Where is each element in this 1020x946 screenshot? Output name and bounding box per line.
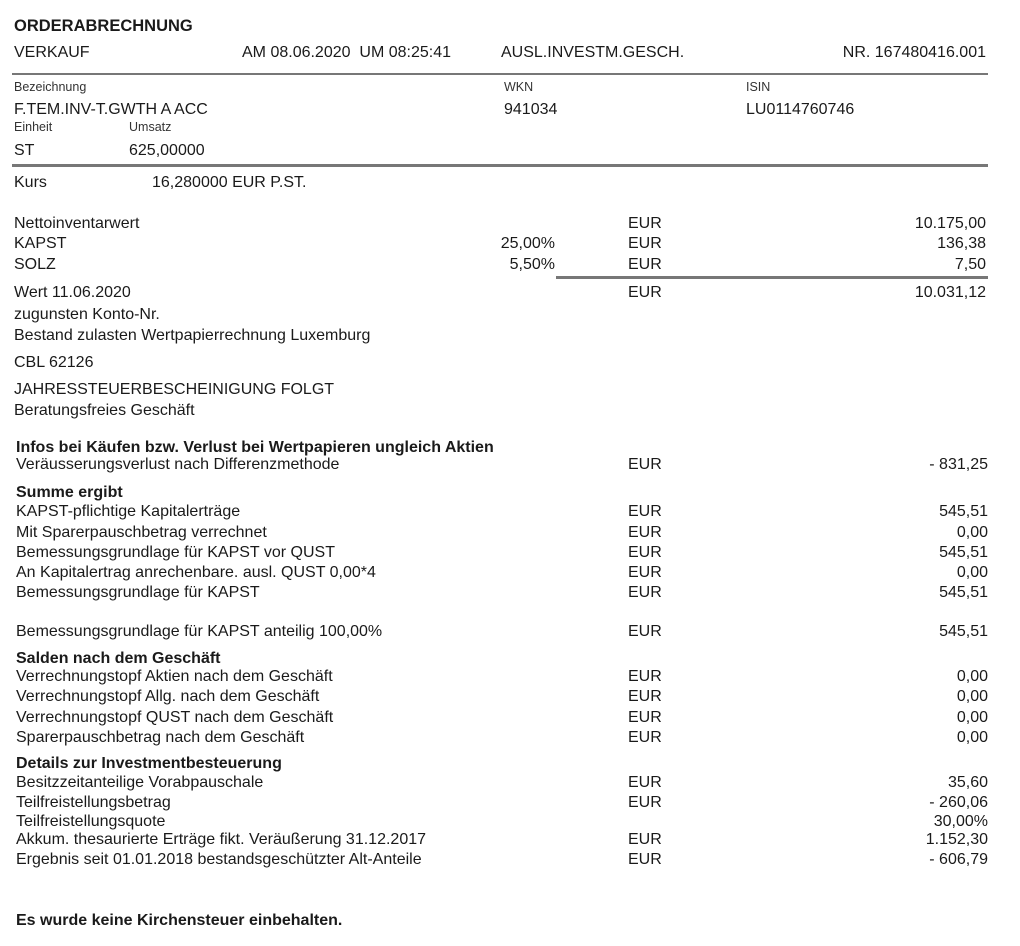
row-amount: 545,51 <box>939 584 988 601</box>
order-number: NR. 167480416.001 <box>842 44 986 61</box>
row-currency: EUR <box>628 524 662 541</box>
row-label: Verrechnungstopf Allg. nach dem Geschäft <box>16 688 320 705</box>
calc-percent: 25,00% <box>500 235 555 252</box>
church-tax-note: Es wurde keine Kirchensteuer einbehalten. <box>16 912 343 929</box>
row-currency: EUR <box>628 584 662 601</box>
total-amount: 10.031,12 <box>914 284 986 301</box>
row-amount: - 606,79 <box>929 851 988 868</box>
row-amount: 545,51 <box>939 503 988 520</box>
row-label: Besitzzeitanteilige Vorabpauschale <box>16 774 264 791</box>
total-label: Wert 11.06.2020 <box>14 284 131 301</box>
row-label: Veräusserungsverlust nach Differenzmethode <box>16 456 340 473</box>
row-label: Bemessungsgrundlage für KAPST <box>16 584 260 601</box>
row-amount: 0,00 <box>956 709 988 726</box>
calc-label: SOLZ <box>14 256 56 273</box>
security-isin: LU0114760746 <box>746 101 855 118</box>
row-currency: EUR <box>628 623 662 640</box>
order-type: VERKAUF <box>14 44 90 61</box>
row-label: Verrechnungstopf Aktien nach dem Geschäft <box>16 668 333 685</box>
row-amount: 0,00 <box>956 729 988 746</box>
total-currency: EUR <box>628 284 662 301</box>
row-amount: 0,00 <box>956 688 988 705</box>
row-amount: - 831,25 <box>929 456 988 473</box>
row-currency: EUR <box>628 668 662 685</box>
section-heading: Details zur Investmentbesteuerung <box>16 755 282 772</box>
section-heading: Summe ergibt <box>16 484 123 501</box>
row-amount: 30,00% <box>933 813 988 830</box>
document-title: ORDERABRECHNUNG <box>14 17 193 35</box>
row-currency: EUR <box>628 564 662 581</box>
row-label: Bemessungsgrundlage für KAPST vor QUST <box>16 544 335 561</box>
row-amount: 0,00 <box>956 668 988 685</box>
calc-amount: 7,50 <box>954 256 986 273</box>
row-label: Verrechnungstopf QUST nach dem Geschäft <box>16 709 334 726</box>
row-amount: 0,00 <box>956 524 988 541</box>
row-currency: EUR <box>628 456 662 473</box>
calc-label: Nettoinventarwert <box>14 215 140 232</box>
security-volume: 625,00000 <box>129 142 205 159</box>
divider <box>12 164 988 167</box>
security-unit: ST <box>14 142 35 159</box>
order-datetime: AM 08.06.2020 UM 08:25:41 <box>242 44 452 61</box>
row-amount: 35,60 <box>947 774 988 791</box>
row-label: Mit Sparerpauschbetrag verrechnet <box>16 524 267 541</box>
price-value: 16,280000 EUR P.ST. <box>152 174 307 191</box>
sum-divider <box>556 276 988 279</box>
advice-note: Beratungsfreies Geschäft <box>14 402 195 419</box>
volume-label: Umsatz <box>129 120 172 134</box>
unit-label: Einheit <box>14 120 53 134</box>
row-currency: EUR <box>628 709 662 726</box>
wkn-label: WKN <box>504 80 534 94</box>
security-wkn: 941034 <box>504 101 558 118</box>
row-amount: 545,51 <box>939 544 988 561</box>
row-amount: 0,00 <box>956 564 988 581</box>
stock-note: Bestand zulasten Wertpapierrechnung Luxemburg <box>14 327 371 344</box>
tax-certificate-note: JAHRESSTEUERBESCHEINIGUNG FOLGT <box>14 381 335 398</box>
row-amount: 545,51 <box>939 623 988 640</box>
calc-currency: EUR <box>628 215 662 232</box>
row-label: Teilfreistellungsquote <box>16 813 166 830</box>
row-label: Teilfreistellungsbetrag <box>16 794 171 811</box>
row-label: An Kapitalertrag anrechenbare. ausl. QUST 0,00*4 <box>16 564 376 581</box>
row-currency: EUR <box>628 688 662 705</box>
row-currency: EUR <box>628 503 662 520</box>
row-label: Ergebnis seit 01.01.2018 bestandsgeschützter Alt-Anteile <box>16 851 422 868</box>
section-heading: Infos bei Käufen bzw. Verlust bei Wertpapieren ungleich Aktien <box>16 439 494 456</box>
cbl-note: CBL 62126 <box>14 354 94 371</box>
row-label: Sparerpauschbetrag nach dem Geschäft <box>16 729 305 746</box>
calc-amount: 10.175,00 <box>914 215 986 232</box>
row-currency: EUR <box>628 794 662 811</box>
security-name: F.TEM.INV-T.GWTH A ACC <box>14 101 208 118</box>
calc-amount: 136,38 <box>937 235 986 252</box>
row-currency: EUR <box>628 729 662 746</box>
section-heading: Salden nach dem Geschäft <box>16 650 221 667</box>
row-label: Bemessungsgrundlage für KAPST anteilig 100,00% <box>16 623 383 640</box>
credit-note: zugunsten Konto-Nr. <box>14 306 160 323</box>
calc-currency: EUR <box>628 256 662 273</box>
price-label: Kurs <box>14 174 47 191</box>
isin-label: ISIN <box>746 80 771 94</box>
row-label: Akkum. thesaurierte Erträge fikt. Veräußerung 31.12.2017 <box>16 831 427 848</box>
row-amount: - 260,06 <box>929 794 988 811</box>
calc-currency: EUR <box>628 235 662 252</box>
row-currency: EUR <box>628 831 662 848</box>
row-amount: 1.152,30 <box>925 831 988 848</box>
order-category: AUSL.INVESTM.GESCH. <box>501 44 685 61</box>
calc-percent: 5,50% <box>509 256 555 273</box>
name-label: Bezeichnung <box>14 80 87 94</box>
row-currency: EUR <box>628 774 662 791</box>
calc-label: KAPST <box>14 235 67 252</box>
row-label: KAPST-pflichtige Kapitalerträge <box>16 503 241 520</box>
divider <box>12 73 988 75</box>
row-currency: EUR <box>628 544 662 561</box>
row-currency: EUR <box>628 851 662 868</box>
